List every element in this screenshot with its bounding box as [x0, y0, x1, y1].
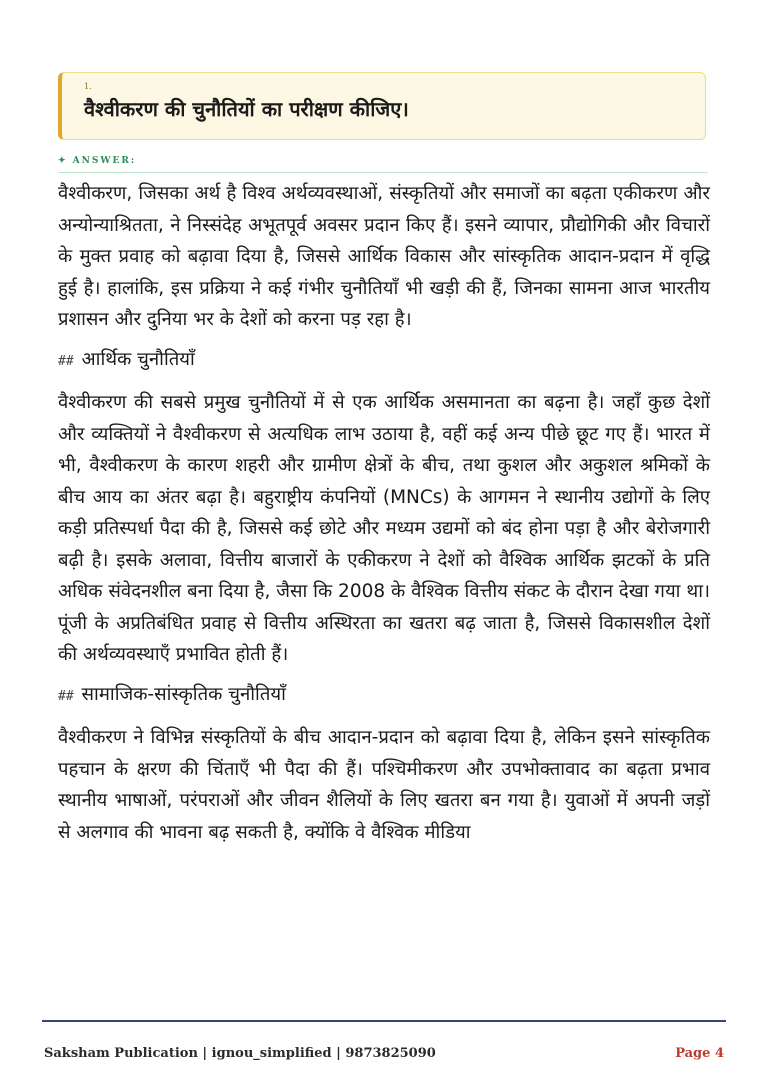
answer-body — [58, 178, 710, 856]
economic-paragraph: वैश्वीकरण की सबसे प्रमुख चुनौतियों में से एक आर्थिक असमानता का बढ़ना है। जहाँ कुछ देशों और व्यक्तियों ने वैश्वीकरण से अत्यधिक लाभ उठाया है, वहीं कई अन्य पीछे छूट गए हैं। भारत में भी, वैश्वीकरण के कारण शहरी और ग्रामीण क्षेत्रों के बीच, तथा कुशल और अकुशल श्रमिकों के बीच आय का अंतर बढ़ा है। बहुराष्ट्रीय कंपनियों (MNCs) के आगमन ने स्थानीय उद्योगों के लिए कड़ी प्रतिस्पर्धा पैदा की है, जिससे कई छोटे और मध्यम उद्यमों को बंद होना पड़ा है और बेरोजगारी बढ़ी है। इसके अलावा, वित्तीय बाजारों के एकीकरण ने देशों को वैश्विक आर्थिक झटकों के प्रति अधिक संवेदनशील बना दिया है, जैसा कि 2008 के वैश्विक वित्तीय संकट के दौरान देखा गया था। पूंजी के अप्रतिबंधित प्रवाह से वित्तीय अस्थिरता का खतरा बढ़ जाता है, जिससे विकासशील देशों की अर्थव्यवस्थाएँ प्रभावित होती हैं। — [58, 392, 710, 665]
heading-text: आर्थिक चुनौतियाँ — [81, 348, 195, 370]
heading-text: सामाजिक-सांस्कृतिक चुनौतियाँ — [81, 683, 286, 705]
answer-label: ✦ ANSWER: — [58, 156, 137, 166]
page-number: Page 4 — [675, 1046, 724, 1061]
question-box — [58, 72, 706, 140]
question-number: 1. — [84, 82, 92, 91]
social-paragraph: वैश्वीकरण ने विभिन्न संस्कृतियों के बीच आदान-प्रदान को बढ़ावा दिया है, लेकिन इसने सांस्कृतिक पहचान के क्षरण की चिंताएँ भी पैदा की हैं। पश्चिमीकरण और उपभोक्तावाद का बढ़ता प्रभाव स्थानीय भाषाओं, परंपराओं और जीवन शैलियों के लिए खतरा बन गया है। युवाओं में अपनी जड़ों से अलगाव की भावना बढ़ सकती है, क्योंकि वे वैश्विक मीडिया — [58, 727, 710, 843]
footer-publisher: Saksham Publication | ignou_simplified | 9873825090 — [44, 1046, 436, 1061]
section-heading-social — [58, 679, 710, 713]
answer-divider — [58, 172, 708, 173]
heading-marker: ## — [58, 688, 74, 704]
intro-paragraph: वैश्वीकरण, जिसका अर्थ है विश्व अर्थव्यवस्थाओं, संस्कृतियों और समाजों का बढ़ता एकीकरण और अन्योन्याश्रितता, ने निस्संदेह अभूतपूर्व अवसर प्रदान किए हैं। इसने व्यापार, प्रौद्योगिकी और विचारों के मुक्त प्रवाह को बढ़ावा दिया है, जिससे आर्थिक विकास और सांस्कृतिक आदान-प्रदान में वृद्धि हुई है। हालांकि, इस प्रक्रिया ने कई गंभीर चुनौतियाँ भी खड़ी की हैं, जिनका सामना आज भारतीय प्रशासन और दुनिया भर के देशों को करना पड़ रहा है। — [58, 183, 710, 330]
heading-marker: ## — [58, 353, 74, 369]
question-title: वैश्वीकरण की चुनौतियों का परीक्षण कीजिए। — [84, 97, 409, 121]
footer-divider — [42, 1020, 726, 1022]
section-heading-economic — [58, 344, 710, 378]
